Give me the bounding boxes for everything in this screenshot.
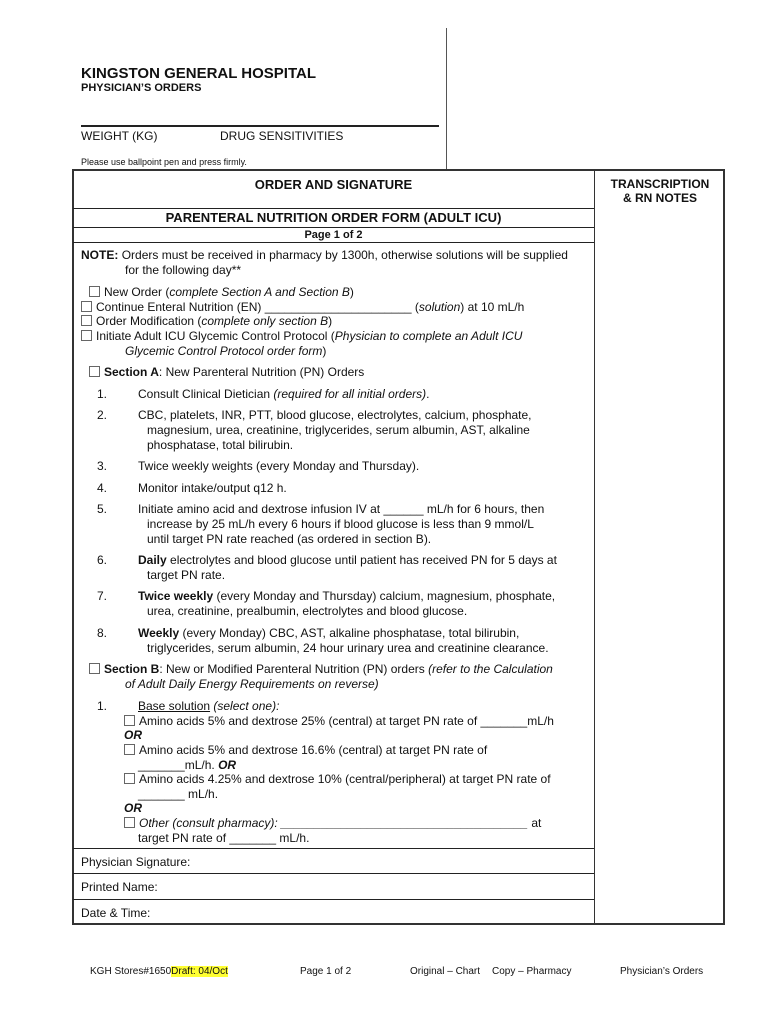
col-rn-notes: & RN NOTES (622, 191, 697, 205)
col-transcription: TRANSCRIPTION (610, 177, 710, 191)
row-rule (73, 242, 594, 243)
or-label: OR (124, 801, 142, 815)
row-rule (73, 899, 594, 900)
header-rule (81, 125, 439, 127)
header-divider (446, 28, 447, 170)
base-option-2-line-2: _______mL/h. OR (138, 758, 237, 772)
checkbox[interactable] (124, 715, 135, 726)
hospital-name: KINGSTON GENERAL HOSPITAL (81, 65, 317, 82)
section-b-heading[interactable]: Section B: New or Modified Parenteral Nutrition (PN) orders (refer to the Calculation (89, 662, 553, 677)
base-option-4[interactable]: Other (consult pharmacy): _____________________________________ at (124, 816, 541, 831)
section-a-item-line: increase by 25 mL/h every 6 hours if blood glucose is less than 9 mmol/L (147, 517, 534, 531)
item-number: 8. (96, 626, 107, 640)
note-line-2: for the following day** (125, 263, 242, 277)
page-indicator: Page 1 of 2 (304, 229, 363, 241)
checkbox[interactable] (81, 330, 92, 341)
base-option-4-line-2: target PN rate of _______ mL/h. (138, 831, 310, 845)
checkbox[interactable] (81, 301, 92, 312)
draft-highlight: Draft: 04/Oct (171, 966, 228, 977)
printed-name-label[interactable]: Printed Name: (81, 880, 158, 894)
section-a-item-line: Daily electrolytes and blood glucose until patient has received PN for 5 days at (138, 553, 557, 567)
checkbox[interactable] (89, 366, 100, 377)
physician-signature-label[interactable]: Physician Signature: (81, 855, 191, 869)
item-number: 4. (96, 481, 107, 495)
section-a-item-line: Monitor intake/output q12 h. (138, 481, 287, 495)
base-option-3[interactable]: Amino acids 4.25% and dextrose 10% (central/peripheral) at target PN rate of (124, 772, 551, 787)
note-line-1: NOTE: Orders must be received in pharmacy by 1300h, otherwise solutions will be supplied (81, 248, 568, 262)
checkbox[interactable] (89, 286, 100, 297)
checkbox[interactable] (124, 744, 135, 755)
section-a-item-line: Twice weekly (every Monday and Thursday) calcium, magnesium, phosphate, (138, 589, 556, 603)
checkbox[interactable] (124, 817, 135, 828)
footer-original: Original – Chart (410, 966, 481, 977)
form-type: PHYSICIAN’S ORDERS (81, 82, 202, 94)
row-rule (73, 227, 594, 228)
row-rule (73, 873, 594, 874)
option-new-order[interactable]: New Order (complete Section A and Section B) (89, 285, 354, 300)
section-a-item-line: Twice weekly weights (every Monday and Thursday). (138, 459, 420, 473)
section-a-item-line: Weekly (every Monday) CBC, AST, alkaline phosphatase, total bilirubin, (138, 626, 520, 640)
footer-copy: Copy – Pharmacy (492, 966, 572, 977)
col-order-signature: ORDER AND SIGNATURE (254, 177, 413, 192)
item-number: 3. (96, 459, 107, 473)
option-continue-en[interactable]: Continue Enteral Nutrition (EN) ______________________ (solution) at 10 mL/h (81, 300, 524, 315)
column-divider (594, 170, 595, 924)
item-number: 2. (96, 408, 107, 422)
ballpoint-note: Please use ballpoint pen and press firmly. (81, 157, 247, 167)
item-number: 7. (96, 589, 107, 603)
footer-stores: KGH Stores#1650Draft: 04/Oct (90, 966, 228, 977)
footer-physicians-orders: Physician’s Orders (620, 966, 704, 977)
section-a-item-line: Consult Clinical Dietician (required for all initial orders). (138, 387, 430, 401)
item-number: 1. (96, 699, 107, 713)
base-solution-label: Base solution (select one): (138, 699, 280, 713)
base-option-2[interactable]: Amino acids 5% and dextrose 16.6% (central) at target PN rate of (124, 743, 487, 758)
checkbox[interactable] (124, 773, 135, 784)
option-glycemic[interactable]: Initiate Adult ICU Glycemic Control Protocol (Physician to complete an Adult ICU (81, 329, 522, 344)
option-glycemic-line-2: Glycemic Control Protocol order form) (125, 344, 327, 358)
section-a-item-line: magnesium, urea, creatinine, triglycerides, serum albumin, AST, alkaline (147, 423, 530, 437)
section-a-item-line: triglycerides, serum albumin, 24 hour urinary urea and creatinine clearance. (147, 641, 549, 655)
section-a-item-line: target PN rate. (147, 568, 226, 582)
weight-label: WEIGHT (KG) (81, 129, 158, 143)
section-b-heading-line-2: of Adult Daily Energy Requirements on reverse) (125, 677, 379, 691)
base-option-1[interactable]: Amino acids 5% and dextrose 25% (central) at target PN rate of _______mL/h (124, 714, 554, 729)
footer-page: Page 1 of 2 (300, 966, 352, 977)
section-a-item-line: Initiate amino acid and dextrose infusion IV at ______ mL/h for 6 hours, then (138, 502, 545, 516)
item-number: 1. (96, 387, 107, 401)
form-title: PARENTERAL NUTRITION ORDER FORM (ADULT ICU) (165, 210, 502, 225)
order-body (81, 248, 593, 848)
drug-sensitivities-label: DRUG SENSITIVITIES (220, 129, 344, 143)
section-a-item-line: phosphatase, total bilirubin. (147, 438, 294, 452)
section-a-item-line: until target PN rate reached (as ordered in section B). (147, 532, 432, 546)
base-option-3-line-2: _______ mL/h. (138, 787, 219, 801)
item-number: 6. (96, 553, 107, 567)
date-time-label[interactable]: Date & Time: (81, 906, 151, 920)
section-a-item-line: CBC, platelets, INR, PTT, blood glucose, electrolytes, calcium, phosphate, (138, 408, 532, 422)
row-rule (73, 208, 594, 209)
section-a-heading[interactable]: Section A: New Parenteral Nutrition (PN) Orders (89, 365, 364, 380)
checkbox[interactable] (81, 315, 92, 326)
item-number: 5. (96, 502, 107, 516)
checkbox[interactable] (89, 663, 100, 674)
section-a-item-line: urea, creatinine, prealbumin, electrolytes and blood glucose. (147, 604, 468, 618)
or-label: OR (124, 728, 142, 742)
option-modification[interactable]: Order Modification (complete only section B) (81, 314, 332, 329)
row-rule (73, 848, 594, 849)
